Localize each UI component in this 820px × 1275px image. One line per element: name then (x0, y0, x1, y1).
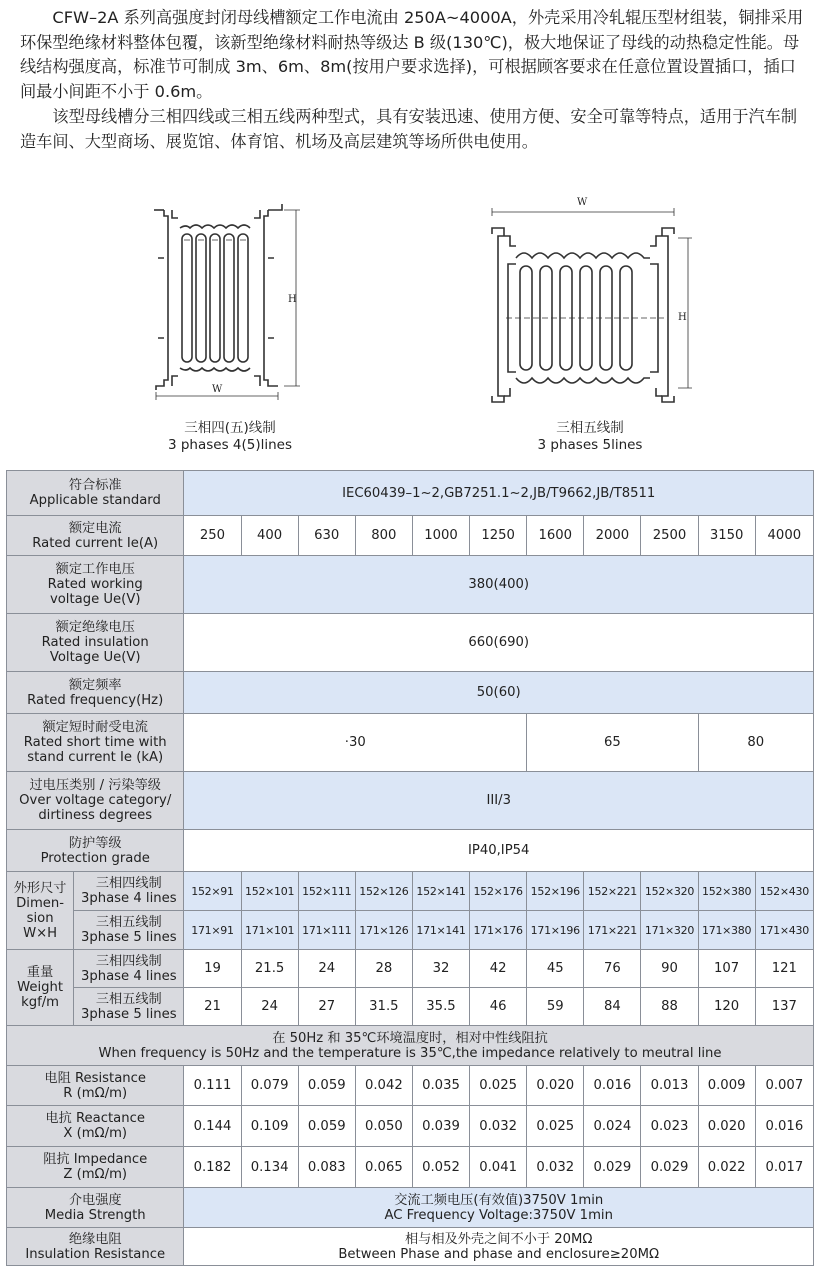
table-cell: 152×320 (641, 872, 698, 911)
busway-cross-section-figure-2 (482, 188, 692, 408)
dimension-5-lines-label: 三相五线制 3phase 5 lines (74, 911, 184, 950)
table-cell: 152×101 (241, 872, 298, 911)
table-cell: 0.029 (584, 1147, 641, 1188)
table-cell: 0.013 (641, 1066, 698, 1106)
figure-1-caption (135, 420, 325, 454)
table-cell: 0.134 (241, 1147, 298, 1188)
figure-1-caption-cn: 三相四(五)线制 (184, 420, 276, 436)
table-cell: 152×126 (355, 872, 412, 911)
table-cell: 171×101 (241, 911, 298, 950)
table-cell: 0.032 (527, 1147, 584, 1188)
standard-value: IEC60439–1~2,GB7251.1~2,JB/T9662,JB/T8511 (184, 471, 814, 516)
dielectric-label: 介电强度 Media Strength (7, 1188, 184, 1228)
busway-5-line-drawing (482, 188, 692, 408)
short-time-value-30: ·30 (184, 714, 527, 772)
table-cell: 152×176 (470, 872, 527, 911)
table-cell: 0.025 (470, 1066, 527, 1106)
table-cell: 120 (698, 988, 755, 1026)
table-cell: 21.5 (241, 950, 298, 988)
row-frequency (7, 672, 814, 714)
table-cell: 171×111 (298, 911, 355, 950)
dim-h-label: H (288, 294, 297, 305)
insulation-voltage-value: 660(690) (184, 614, 814, 672)
intro-paragraph-2: 该型母线槽分三相四线或三相五线两种型式，具有安装迅速、使用方便、安全可靠等特点，适用于汽车制造车间、大型商场、展览馆、体育馆、机场及高层建筑等场所供电使用。 (20, 107, 798, 151)
row-weight-5-lines (7, 988, 814, 1026)
table-cell: 84 (584, 988, 641, 1026)
table-cell: 171×141 (412, 911, 469, 950)
insulation-voltage-label: 额定绝缘电压 Rated insulation Voltage Ue(V) (7, 614, 184, 672)
table-cell: 630 (298, 516, 355, 556)
row-standard (7, 471, 814, 516)
weight-4-lines-label: 三相四线制 3phase 4 lines (74, 950, 184, 988)
busway-cross-section-figure-1 (150, 198, 310, 403)
table-cell: 28 (355, 950, 412, 988)
table-cell: 0.020 (698, 1106, 755, 1147)
table-cell: 0.022 (698, 1147, 755, 1188)
overvoltage-value: III/3 (184, 772, 814, 830)
intro-paragraph-1: CFW–2A 系列高强度封闭母线槽额定工作电流由 250A~4000A，外壳采用冷轧辊压型材组装，铜排采用环保型绝缘材料整体包覆，该新型绝缘材料耐热等级达 B 级(130℃)，极大地保证了母线的动热稳定性能。母线结构强度高，标准节可制成 3m、6m、8m(按用户要求选择)，可根据顾客要求在任意位置设置插口，插口间最小间距不小于 0.6m。 (20, 8, 804, 101)
protection-value: IP40,IP54 (184, 830, 814, 872)
working-voltage-value: 380(400) (184, 556, 814, 614)
impedance-note: 在 50Hz 和 35℃环境温度时，相对中性线阻抗 When frequency is 50Hz and the temperature is 35℃,the impedance relatively to meutral line (7, 1026, 814, 1066)
frequency-value: 50(60) (184, 672, 814, 714)
reactance-label: 电抗 Reactance X (mΩ/m) (7, 1106, 184, 1147)
figure-2-caption-cn: 三相五线制 (556, 420, 624, 436)
table-cell: 35.5 (412, 988, 469, 1026)
dimension-4-lines-label: 三相四线制 3phase 4 lines (74, 872, 184, 911)
table-cell: 171×196 (527, 911, 584, 950)
table-cell: 21 (184, 988, 241, 1026)
row-overvoltage (7, 772, 814, 830)
table-cell: 171×380 (698, 911, 755, 950)
weight-label: 重量 Weight kgf/m (7, 950, 74, 1026)
impedance-label: 阻抗 Impedance Z (mΩ/m) (7, 1147, 184, 1188)
protection-label: 防护等级 Protection grade (7, 830, 184, 872)
table-cell: 152×430 (755, 872, 813, 911)
table-cell: 137 (755, 988, 813, 1026)
table-cell: 171×320 (641, 911, 698, 950)
dimension-label: 外形尺寸 Dimen- sion W×H (7, 872, 74, 950)
table-cell: 24 (298, 950, 355, 988)
table-cell: 88 (641, 988, 698, 1026)
table-cell: 90 (641, 950, 698, 988)
short-time-value-65: 65 (527, 714, 698, 772)
row-rated-current (7, 516, 814, 556)
table-cell: 45 (527, 950, 584, 988)
table-cell: 0.083 (298, 1147, 355, 1188)
insulation-resistance-value: 相与相及外壳之间不小于 20MΩ Between Phase and phase and enclosure≥20MΩ (184, 1228, 814, 1266)
table-cell: 0.016 (755, 1106, 813, 1147)
table-cell: 0.079 (241, 1066, 298, 1106)
table-cell: 800 (355, 516, 412, 556)
table-cell: 0.109 (241, 1106, 298, 1147)
table-cell: 0.007 (755, 1066, 813, 1106)
table-cell: 171×430 (755, 911, 813, 950)
table-cell: 0.065 (355, 1147, 412, 1188)
table-cell: 27 (298, 988, 355, 1026)
short-time-current-label: 额定短时耐受电流 Rated short time with stand current Ie (kA) (7, 714, 184, 772)
busway-4-line-drawing (150, 198, 310, 403)
table-cell: 250 (184, 516, 241, 556)
table-cell: 152×141 (412, 872, 469, 911)
table-cell: 31.5 (355, 988, 412, 1026)
overvoltage-label: 过电压类别 / 污染等级 Over voltage category/ dirtiness degrees (7, 772, 184, 830)
table-cell: 0.023 (641, 1106, 698, 1147)
table-cell: 1600 (527, 516, 584, 556)
table-cell: 152×91 (184, 872, 241, 911)
table-cell: 0.041 (470, 1147, 527, 1188)
table-cell: 0.029 (641, 1147, 698, 1188)
row-reactance (7, 1106, 814, 1147)
row-dielectric (7, 1188, 814, 1228)
rated-current-label: 额定电流 Rated current Ie(A) (7, 516, 184, 556)
table-cell: 171×91 (184, 911, 241, 950)
dielectric-value: 交流工频电压(有效值)3750V 1min AC Frequency Voltage:3750V 1min (184, 1188, 814, 1228)
table-cell: 0.052 (412, 1147, 469, 1188)
table-cell: 0.035 (412, 1066, 469, 1106)
table-cell: 2500 (641, 516, 698, 556)
table-cell: 76 (584, 950, 641, 988)
table-cell: 0.182 (184, 1147, 241, 1188)
weight-5-lines-label: 三相五线制 3phase 5 lines (74, 988, 184, 1026)
table-cell: 0.032 (470, 1106, 527, 1147)
table-cell: 59 (527, 988, 584, 1026)
row-impedance (7, 1147, 814, 1188)
table-cell: 0.024 (584, 1106, 641, 1147)
table-cell: 171×176 (470, 911, 527, 950)
figure-2-caption (495, 420, 685, 454)
table-cell: 4000 (755, 516, 813, 556)
row-dimension-5-lines (7, 911, 814, 950)
table-cell: 1000 (412, 516, 469, 556)
row-weight-4-lines (7, 950, 814, 988)
row-protection (7, 830, 814, 872)
table-cell: 152×196 (527, 872, 584, 911)
table-cell: 0.059 (298, 1106, 355, 1147)
table-cell: 0.039 (412, 1106, 469, 1147)
figure-1-caption-en: 3 phases 4(5)lines (167, 437, 293, 453)
table-cell: 0.009 (698, 1066, 755, 1106)
table-cell: 0.025 (527, 1106, 584, 1147)
table-cell: 2000 (584, 516, 641, 556)
short-time-value-80: 80 (698, 714, 813, 772)
dim-h-label-2: H (678, 312, 687, 323)
table-cell: 46 (470, 988, 527, 1026)
table-cell: 152×111 (298, 872, 355, 911)
table-cell: 152×221 (584, 872, 641, 911)
table-cell: 32 (412, 950, 469, 988)
dim-w-label: W (212, 384, 223, 395)
insulation-resistance-label: 绝缘电阻 Insulation Resistance (7, 1228, 184, 1266)
row-insulation-resistance (7, 1228, 814, 1266)
table-cell: 0.144 (184, 1106, 241, 1147)
table-cell: 0.020 (527, 1066, 584, 1106)
table-cell: 0.059 (298, 1066, 355, 1106)
table-cell: 0.111 (184, 1066, 241, 1106)
table-cell: 3150 (698, 516, 755, 556)
table-cell: 400 (241, 516, 298, 556)
specification-table (6, 470, 814, 1266)
table-cell: 171×221 (584, 911, 641, 950)
table-cell: 0.017 (755, 1147, 813, 1188)
table-cell: 171×126 (355, 911, 412, 950)
table-cell: 42 (470, 950, 527, 988)
table-cell: 19 (184, 950, 241, 988)
table-cell: 1250 (470, 516, 527, 556)
row-short-time-current (7, 714, 814, 772)
row-resistance (7, 1066, 814, 1106)
standard-label: 符合标准 Applicable standard (7, 471, 184, 516)
table-cell: 0.042 (355, 1066, 412, 1106)
table-cell: 24 (241, 988, 298, 1026)
dim-w-label-2: W (577, 197, 588, 208)
row-impedance-note (7, 1026, 814, 1066)
intro-text (20, 6, 810, 155)
frequency-label: 额定频率 Rated frequency(Hz) (7, 672, 184, 714)
table-cell: 0.050 (355, 1106, 412, 1147)
figure-2-caption-en: 3 phases 5lines (537, 437, 643, 453)
resistance-label: 电阻 Resistance R (mΩ/m) (7, 1066, 184, 1106)
row-dimension-4-lines (7, 872, 814, 911)
working-voltage-label: 额定工作电压 Rated working voltage Ue(V) (7, 556, 184, 614)
table-cell: 152×380 (698, 872, 755, 911)
table-cell: 121 (755, 950, 813, 988)
table-cell: 0.016 (584, 1066, 641, 1106)
row-insulation-voltage (7, 614, 814, 672)
table-cell: 107 (698, 950, 755, 988)
row-working-voltage (7, 556, 814, 614)
